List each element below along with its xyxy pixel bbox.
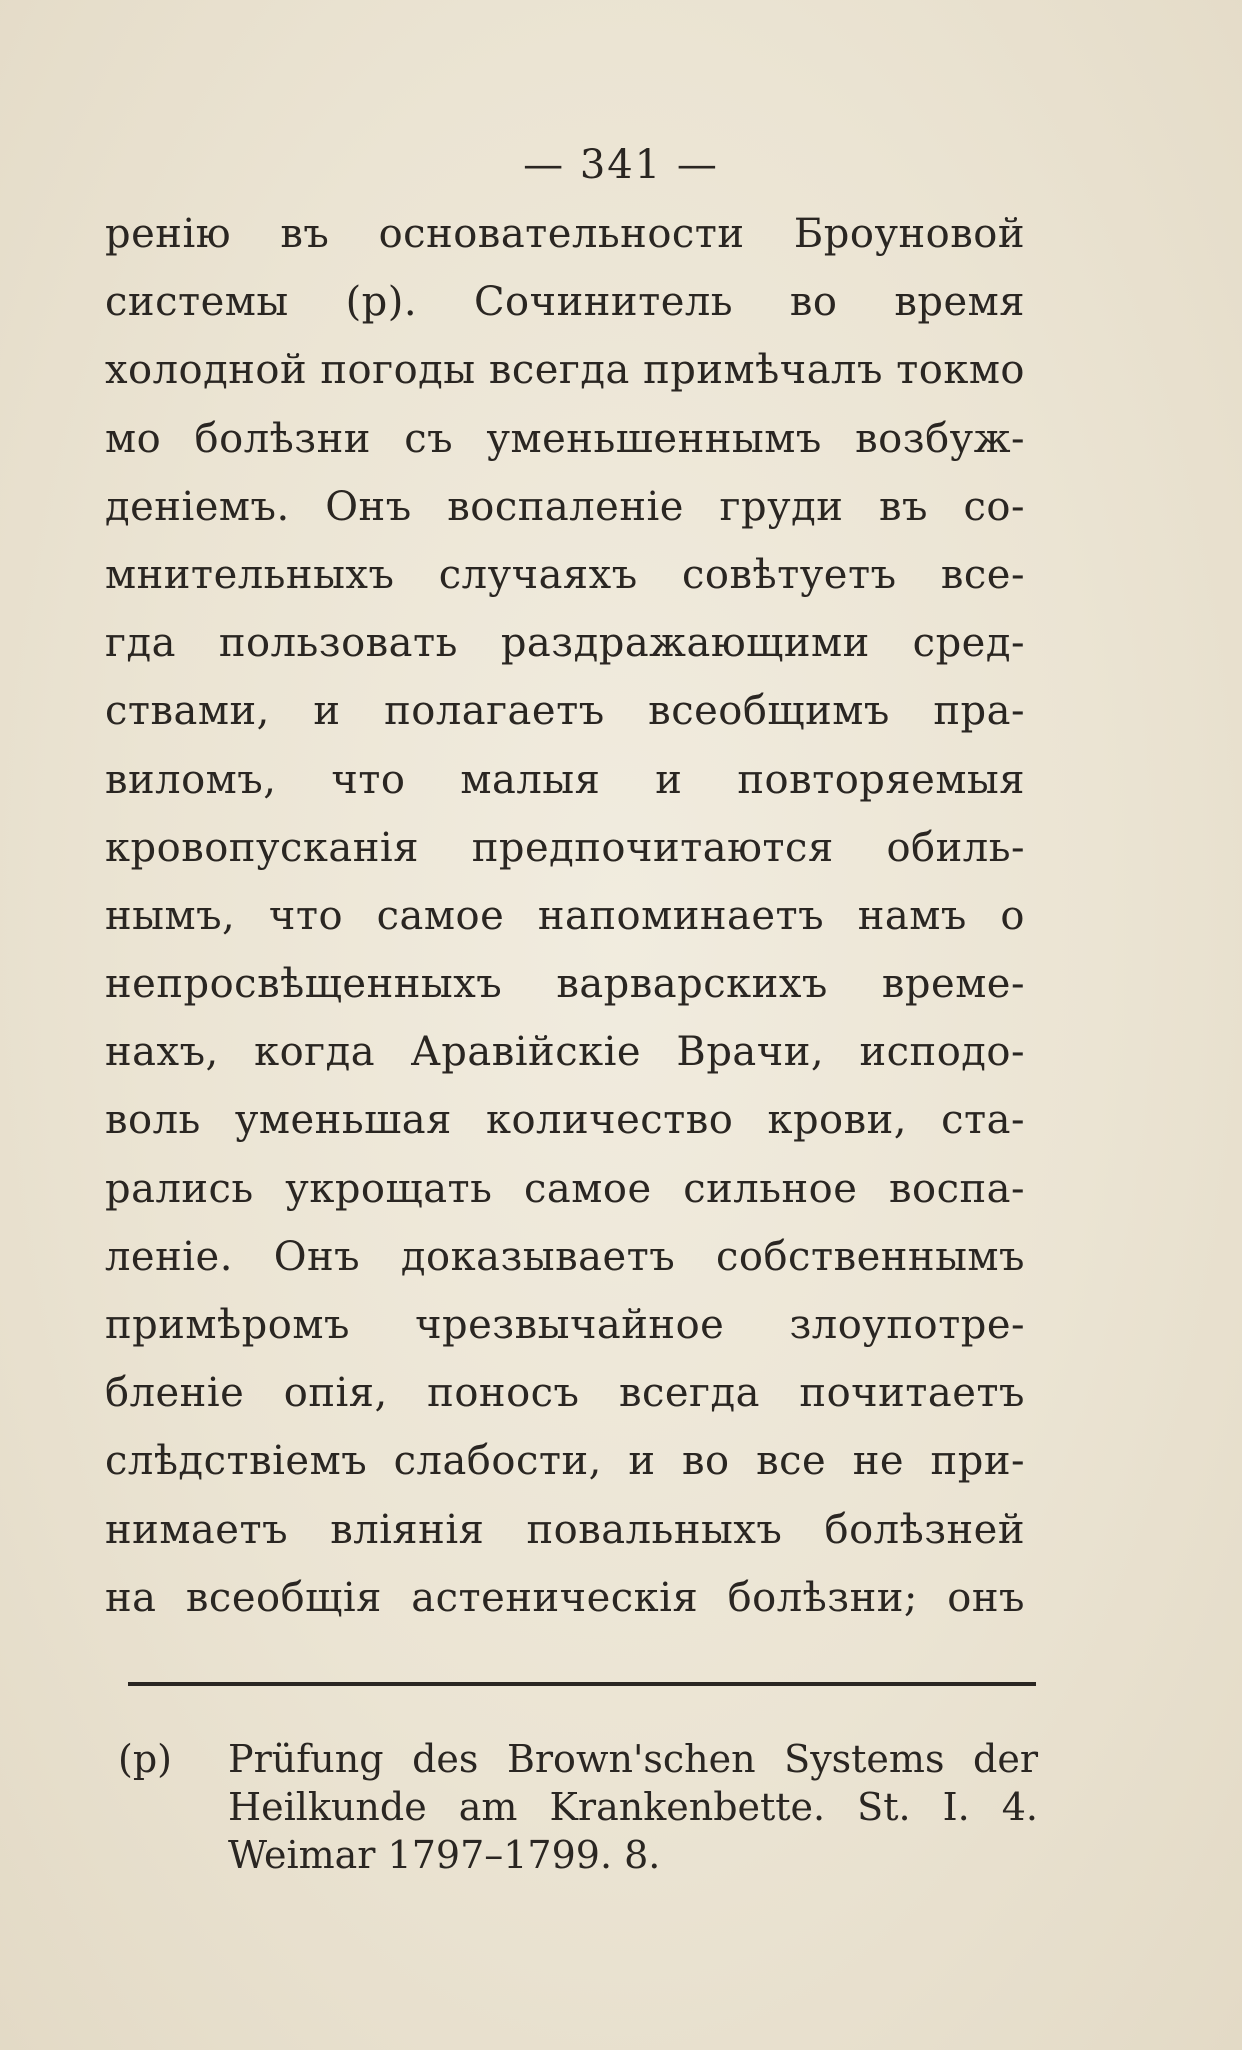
text-line: непросвѣщенныхъ варварскихъ време- [105, 961, 1025, 1008]
footnote-line: Heilkunde am Krankenbette. St. I. 4. [228, 1785, 1038, 1829]
text-line: нымъ, что самое напоминаетъ намъ о [105, 892, 1025, 939]
footnote-marker: (р) [118, 1737, 172, 1781]
text-line: мо болѣзни съ уменьшеннымъ возбуж- [105, 415, 1025, 462]
text-line: бленіе опія, поносъ всегда почитаетъ [105, 1370, 1025, 1417]
text-line: деніемъ. Онъ воспаленіе груди въ со- [105, 483, 1025, 530]
text-line: на всеобщія астеническія болѣзни; онъ [105, 1574, 1025, 1621]
text-line: слѣдствіемъ слабости, и во все не при- [105, 1438, 1025, 1485]
text-line: мнительныхъ случаяхъ совѣтуетъ все- [105, 551, 1025, 598]
footnote-text [228, 1735, 1038, 1879]
text-line: ствами, и полагаетъ всеобщимъ пра- [105, 688, 1025, 735]
text-line: рались укрощать самое сильное воспа- [105, 1165, 1025, 1212]
text-line: ренію въ основательности Броуновой [105, 211, 1025, 257]
body-text [105, 200, 1025, 1632]
text-line: холодной погоды всегда примѣчалъ токмо [105, 347, 1026, 394]
text-line: нахъ, когда Аравійскіе Врачи, исподо- [105, 1029, 1025, 1076]
text-line: воль уменьшая количество крови, ста- [105, 1097, 1025, 1144]
text-line: гда пользовать раздражающими сред- [105, 620, 1025, 667]
page-number: — 341 — [523, 142, 719, 188]
text-line: нимаетъ вліянія повальныхъ болѣзней [105, 1506, 1025, 1553]
footnote-line: Prüfung des Brown'schen Systems der [228, 1737, 1038, 1781]
text-line: кровопусканія предпочитаются обиль- [105, 824, 1025, 871]
footnote-divider [128, 1682, 1036, 1686]
text-line: виломъ, что малыя и повторяемыя [105, 756, 1025, 803]
footnote-line: Weimar 1797–1799. 8. [228, 1833, 661, 1877]
text-line: системы (р). Сочинитель во время [105, 279, 1025, 326]
text-line: леніе. Онъ доказываетъ собственнымъ [105, 1233, 1025, 1280]
text-line: примѣромъ чрезвычайное злоупотре- [105, 1302, 1025, 1348]
